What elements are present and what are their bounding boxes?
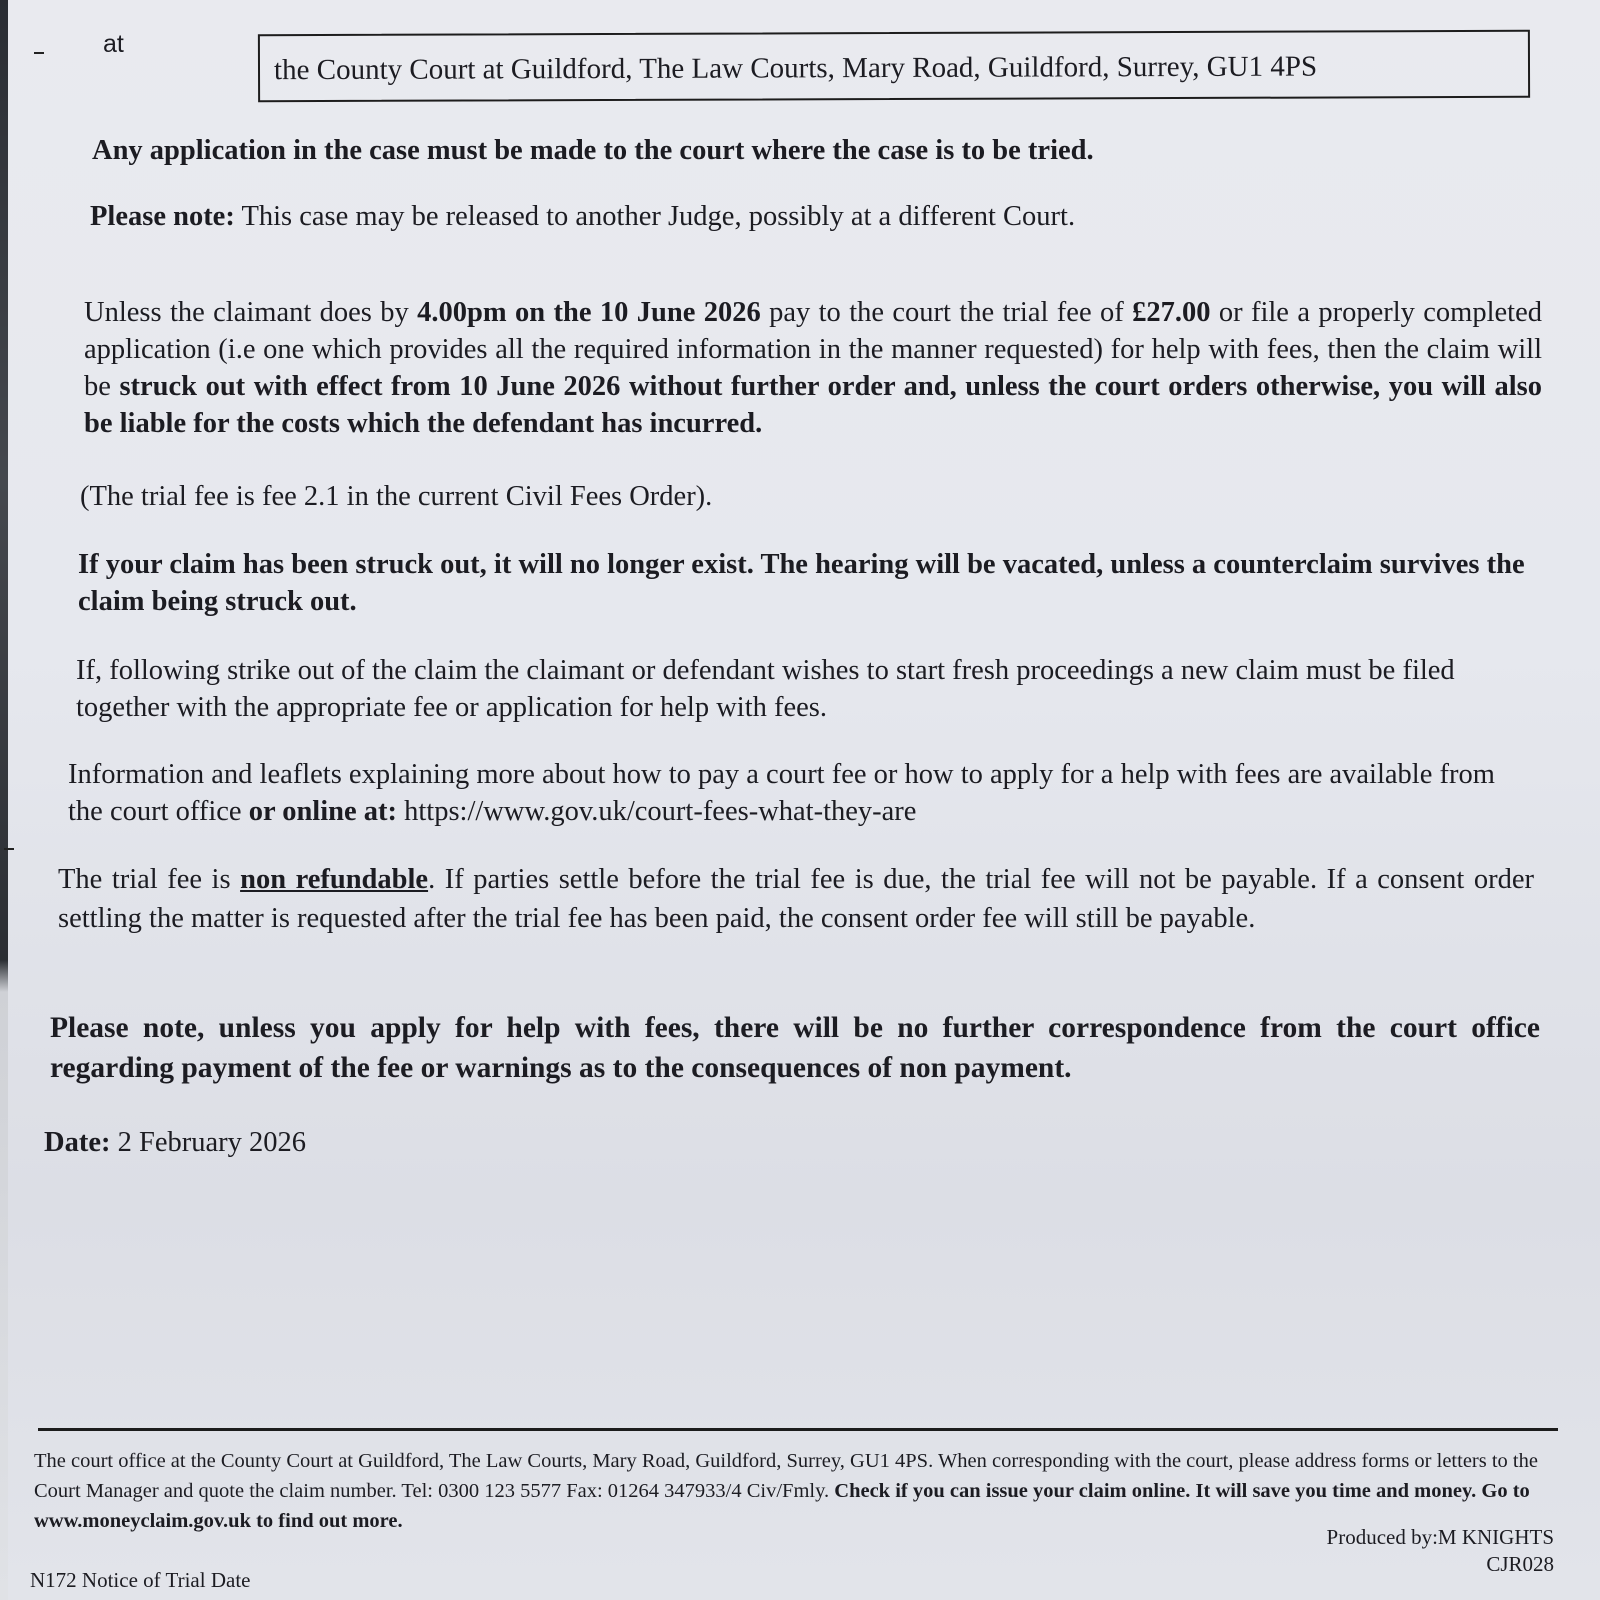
office-details: The court office at the County Court at Guildford, The Law Courts, Mary Road, Guildford, Surrey, GU1 4PS. When corresponding with the court, please address forms or letters to the Court Manager and quote the claim number. Tel: 0300 123 5577 Fax: 01264 347933/4 Civ/Fmly. [34,1450,1538,1502]
strike-out-warning: struck out with effect from 10 June 2026 without further order and, unless the court orders otherwise, you will also be liable for the costs which the defendant has incurred. [84,371,1543,439]
margin-mark [34,52,44,54]
fresh-proceedings-paragraph: If, following strike out of the claim the claimant or defendant wishes to start fresh proceedings a new claim must be filed together with the appropriate fee or application for help with fees. [76,655,1455,723]
application-notice: Any application in the case must be made to the court where the case is to be tried. [92,135,1094,166]
non-refundable-paragraph [58,860,1534,938]
court-fees-link[interactable]: https://www.gov.uk/court-fees-what-they-are [397,796,917,827]
footer-divider [38,1428,1558,1431]
fee-text: Unless the claimant does by [84,297,418,328]
reference-code: CJR028 [1486,1552,1554,1576]
produced-by: Produced by:M KNIGHTS [1326,1525,1554,1549]
date-label: Date: [44,1127,111,1158]
fee-text: pay to the court the trial fee of [760,297,1133,328]
date-line [44,1124,844,1161]
fee-amount: £27.00 [1132,297,1211,328]
struck-out-notice: If your claim has been struck out, it will no longer exist. The hearing will be vacated, unless a counterclaim survives the claim being struck out. [78,549,1525,617]
refund-text: The trial fee is [58,864,241,895]
fee-deadline: 4.00pm on the 10 June 2026 [417,297,761,328]
please-note-text: This case may be released to another Judge, possibly at a different Court. [234,201,1076,232]
non-refundable-label: non refundable [240,864,429,895]
page-edge-shadow [0,0,8,1600]
info-text: Information and leaflets explaining more about how to pay a court fee or how to apply for a help with fees are available from the court office [68,759,1495,827]
court-address-box: the County Court at Guildford, The Law Courts, Mary Road, Guildford, Surrey, GU1 4PS [258,30,1530,102]
trial-fee-paragraph [84,294,1542,442]
online-label: or online at: [248,796,397,827]
civil-fees-note: (The trial fee is fee 2.1 in the current Civil Fees Order). [80,481,713,512]
information-paragraph [68,756,1534,830]
date-value: 2 February 2026 [110,1127,306,1158]
correspondence-notice: Please note, unless you apply for help with fees, there will be no further correspondence from the court office regarding payment of the fee or warnings as to the consequences of non payment. [50,1012,1540,1084]
please-note-paragraph [90,198,1530,235]
at-label: at [103,30,124,58]
form-identifier: N172 Notice of Trial Date [30,1568,251,1592]
notice-page [8,0,1600,1600]
margin-mark [4,848,14,850]
fee-text: or file a properly completed application (i.e one which provides all the required information in the manner requested) for help with fees, then the claim will be [84,297,1542,402]
please-note-label: Please note: [90,201,235,232]
footer-office-text [34,1446,1564,1536]
refund-text: . If parties settle before the trial fee is due, the trial fee will not be payable. If a consent order settling the matter is requested after the trial fee has been paid, the consent order fee will still be payable. [58,864,1534,934]
produced-by-block [1327,1524,1554,1578]
moneyclaim-notice: Check if you can issue your claim online. It will save you time and money. Go to www.moneyclaim.gov.uk to find out more. [34,1480,1530,1532]
